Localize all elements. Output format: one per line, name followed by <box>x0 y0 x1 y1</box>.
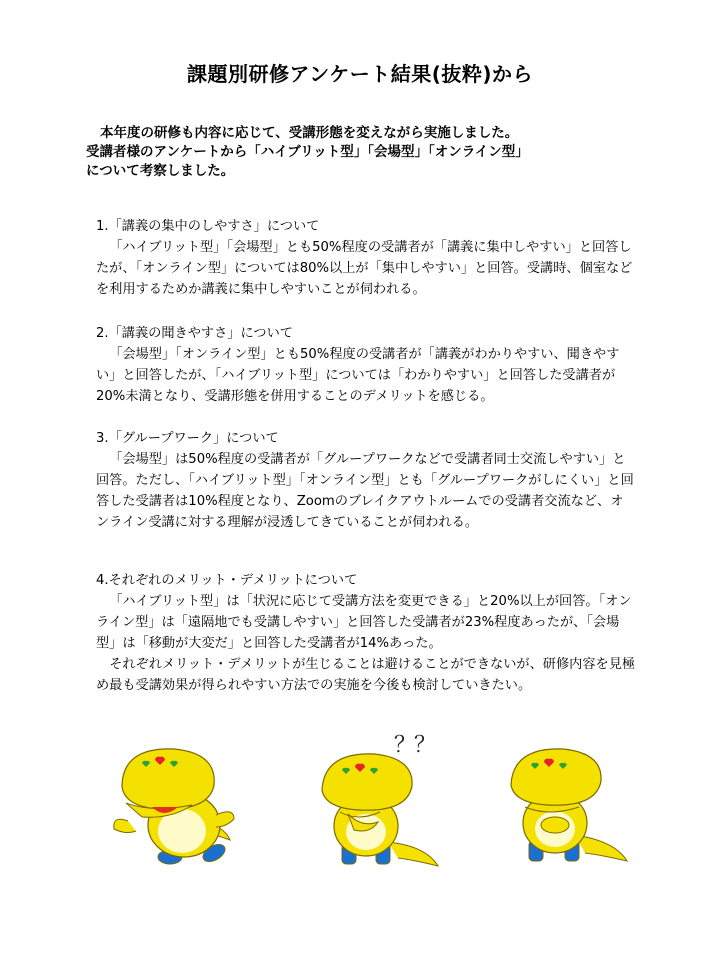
mascot-talking <box>112 745 242 895</box>
section-concentration <box>96 216 636 300</box>
mascot-thinking <box>318 752 448 902</box>
intro-text <box>86 124 686 181</box>
section-heading: 1.「講義の集中のしやすさ」について <box>96 219 320 234</box>
section-body: 「会場型」は50%程度の受講者が「グループワークなどで受講者同士交流しやすい」と回答。ただし、「ハイブリット型」「オンライン型」とも「グループワークがしにくい」と回答した受講者は10%程度となり、Zoomのブレイクアウトルームでの受講者交流など、オンライン受講に対する理解が浸透してきていることが伺われる。 <box>96 452 634 530</box>
section-heading: 4.それぞれのメリット・デメリットについて <box>96 573 358 588</box>
section-group-work <box>96 428 636 533</box>
intro-line-1: 本年度の研修も内容に応じて、受講形態を変えながら実施しました。 <box>100 125 519 141</box>
section-heading: 3.「グループワーク」について <box>96 431 279 446</box>
section-merits-demerits <box>96 570 636 696</box>
section-body: 「会場型」「オンライン型」とも50%程度の受講者が「講義がわかりやすい、聞きやすい」と回答したが、「ハイブリット型」については「わかりやすい」と回答した受講者が20%未満となり、受講形態を併用することのデメリットを感じる。 <box>96 347 620 404</box>
section-body: 「ハイブリット型」は「状況に応じて受講方法を変更できる」と20%以上が回答。「オンライン型」は「遠隔地でも受講しやすい」と回答した受講者が23%程度あったが、「会場型」は「移動が大変だ」と回答した受講者が14%あった。 <box>96 594 632 651</box>
page-title: 課題別研修アンケート結果(抜粋)から <box>186 62 534 86</box>
intro-line-3: について考察しました。 <box>86 163 235 179</box>
section-heading: 2.「講義の聞きやすさ」について <box>96 326 293 341</box>
mascot-illustrations <box>0 720 720 900</box>
section-body: 「ハイブリット型」「会場型」とも50%程度の受講者が「講義に集中しやすい」と回答したが、「オンライン型」については80%以上が「集中しやすい」と回答。受講時、個室などを利用するためか講義に集中しやすいことが伺われる。 <box>96 240 633 297</box>
section-body-conclusion: それぞれメリット・デメリットが生じることは避けることができないが、研修内容を見極め最も受講効果が得られやすい方法での実施を今後も検討していきたい。 <box>96 657 636 693</box>
question-marks: ？？ <box>394 733 435 758</box>
mascot-hands-together <box>505 745 635 895</box>
section-audibility <box>96 323 636 407</box>
intro-line-2: 受講者様のアンケートから「ハイブリット型」「会場型」「オンライン型」 <box>86 144 529 160</box>
